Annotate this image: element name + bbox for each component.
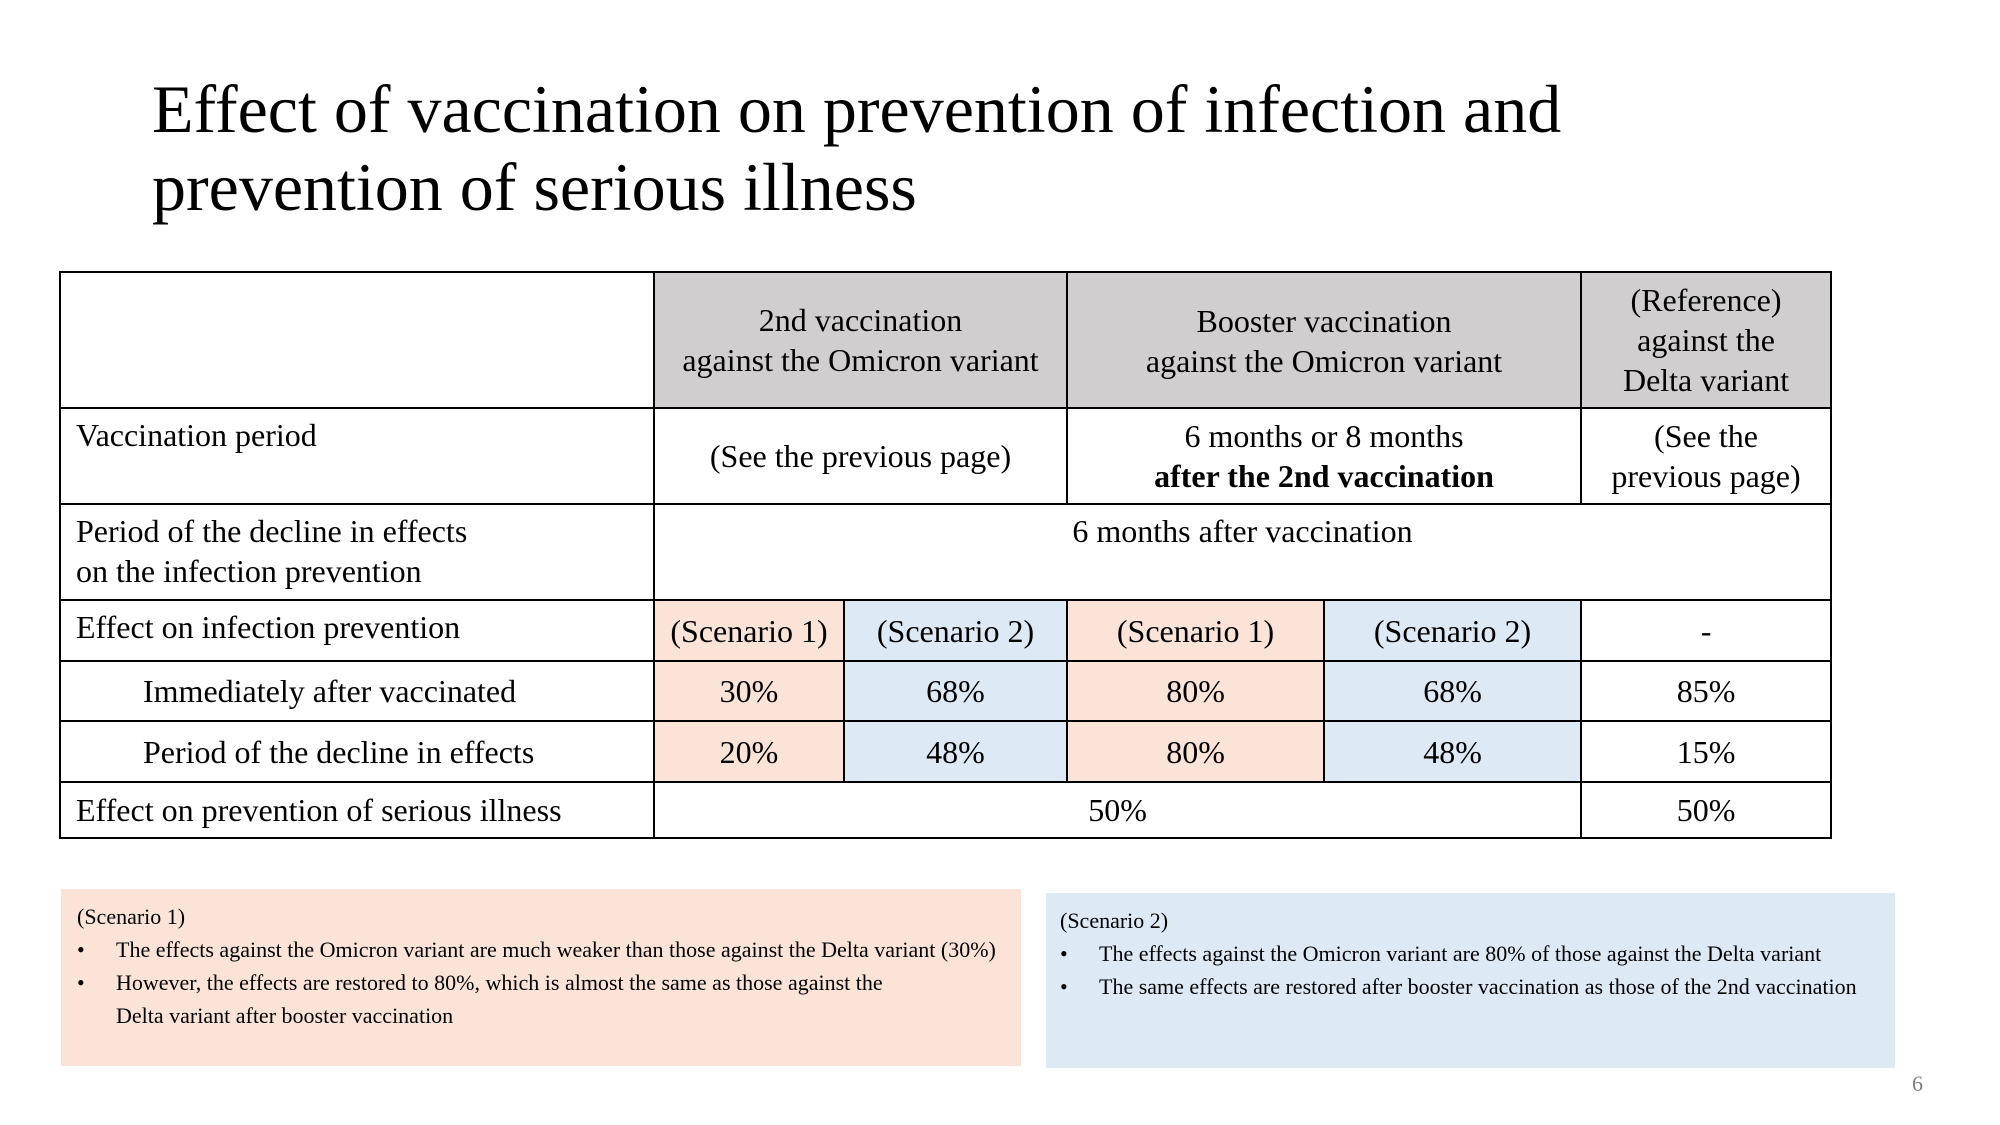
title-line-1: Effect of vaccination on prevention of infection and	[152, 71, 1562, 147]
scenario-1-note	[61, 889, 1021, 1066]
bullet-icon: •	[77, 970, 85, 995]
scenario-1-note-title: (Scenario 1)	[77, 904, 186, 929]
serious-illness-row	[60, 782, 1831, 838]
vaccination-period-reference: (See the previous page)	[1581, 408, 1831, 504]
page-title	[152, 70, 1852, 226]
header-booster-vaccination: Booster vaccination against the Omicron variant	[1067, 272, 1581, 408]
title-line-2: prevention of serious illness	[152, 149, 917, 225]
list-item: • The same effects are restored after booster vaccination as those of the 2nd vaccination	[1060, 970, 1881, 1003]
immediately-after-row	[60, 661, 1831, 721]
vaccination-period-label: Vaccination period	[60, 408, 654, 504]
immediately-s2-booster: 68%	[1324, 661, 1581, 721]
list-item: • The effects against the Omicron variant are much weaker than those against the Delta variant (30%)	[77, 933, 1005, 966]
infection-prevention-reference: -	[1581, 600, 1831, 661]
decline-period-value: 6 months after vaccination	[654, 504, 1831, 600]
serious-illness-omicron: 50%	[654, 782, 1581, 838]
decline-s1-2nd: 20%	[654, 721, 844, 782]
page-number: 6	[1912, 1071, 1923, 1096]
decline-reference: 15%	[1581, 721, 1831, 782]
bullet-icon: •	[77, 937, 85, 962]
scenario-2-2nd: (Scenario 2)	[844, 600, 1067, 661]
serious-illness-delta: 50%	[1581, 782, 1831, 838]
infection-prevention-row	[60, 600, 1831, 661]
immediately-s1-2nd: 30%	[654, 661, 844, 721]
header-reference-delta: (Reference) against the Delta variant	[1581, 272, 1831, 408]
scenario-1-booster: (Scenario 1)	[1067, 600, 1324, 661]
immediately-s2-2nd: 68%	[844, 661, 1067, 721]
vaccination-period-booster: 6 months or 8 months after the 2nd vaccination	[1067, 408, 1581, 504]
decline-s1-booster: 80%	[1067, 721, 1324, 782]
decline-effects-label: Period of the decline in effects	[60, 721, 654, 782]
scenario-2-note-list	[1060, 937, 1881, 1003]
vaccination-period-row	[60, 408, 1831, 504]
vaccination-effect-table	[59, 271, 1832, 839]
scenario-1-note-list	[77, 933, 1005, 1032]
list-item: • However, the effects are restored to 80%, which is almost the same as those against the Delta variant after booster vaccination	[77, 966, 1005, 1032]
vaccination-period-2nd: (See the previous page)	[654, 408, 1067, 504]
immediately-after-label: Immediately after vaccinated	[60, 661, 654, 721]
scenario-2-note-title: (Scenario 2)	[1060, 908, 1169, 933]
scenario-1-2nd: (Scenario 1)	[654, 600, 844, 661]
decline-s2-booster: 48%	[1324, 721, 1581, 782]
header-2nd-vaccination: 2nd vaccination against the Omicron variant	[654, 272, 1067, 408]
header-row	[60, 272, 1831, 408]
immediately-s1-booster: 80%	[1067, 661, 1324, 721]
serious-illness-label: Effect on prevention of serious illness	[60, 782, 654, 838]
decline-period-label: Period of the decline in effects on the infection prevention	[60, 504, 654, 600]
header-empty-cell	[60, 272, 654, 408]
decline-s2-2nd: 48%	[844, 721, 1067, 782]
scenario-2-booster: (Scenario 2)	[1324, 600, 1581, 661]
infection-prevention-label: Effect on infection prevention	[60, 600, 654, 661]
scenario-2-note	[1046, 893, 1895, 1068]
immediately-reference: 85%	[1581, 661, 1831, 721]
list-item: • The effects against the Omicron variant are 80% of those against the Delta variant	[1060, 937, 1881, 970]
decline-effects-row	[60, 721, 1831, 782]
decline-period-row	[60, 504, 1831, 600]
bullet-icon: •	[1060, 941, 1068, 966]
bullet-icon: •	[1060, 974, 1068, 999]
